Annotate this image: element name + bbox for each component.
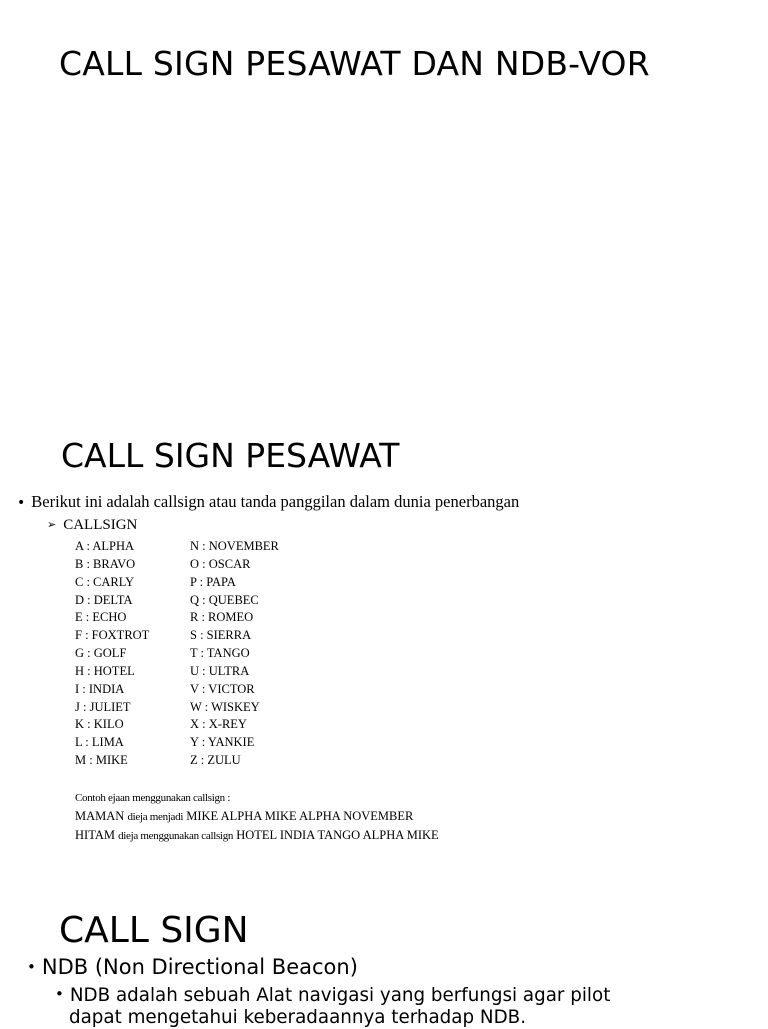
ndb-description-line2: dapat mengetahui keberadaannya terhadap NDB. [69,1007,527,1028]
callsign-subheading-text: CALLSIGN [63,517,138,533]
ndb-bullet-text: NDB (Non Directional Beacon) [41,955,358,979]
callsign-entry: A : ALPHA [75,539,135,553]
callsign-entry: B : BRAVO [75,556,136,571]
callsign-entry: Q : QUEBEC [190,592,259,607]
slide1-title: CALL SIGN PESAWAT DAN NDB-VOR [59,44,650,83]
callsign-entry: Z : ZULU [190,753,241,768]
callsign-entry: U : ULTRA [190,663,250,678]
callsign-entry: C : CARLY [75,574,135,589]
callsign-entry: N : NOVEMBER [190,539,279,553]
callsign-entry: L : LIMA [75,735,124,750]
callsign-entry: S : SIERRA [190,628,252,643]
callsign-entry: M : MIKE [75,753,128,768]
example-hitam [75,826,439,845]
callsign-entry: W : WISKEY [190,699,260,714]
callsign-list-a-to-m [75,538,149,770]
callsign-entry: K : KILO [75,717,124,732]
callsign-entry: F : FOXTROT [75,628,150,643]
example-spelled: HOTEL INDIA TANGO ALPHA MIKE [236,828,439,842]
callsign-list-n-to-z [190,538,279,770]
bullet-dot-icon: • [55,985,64,1003]
callsign-entry: R : ROMEO [190,610,254,625]
bullet-dot-icon: • [17,495,26,511]
callsign-entry: X : X-REY [190,717,247,732]
callsign-entry: D : DELTA [75,592,133,607]
callsign-entry: E : ECHO [75,610,127,625]
callsign-entry: G : GOLF [75,646,127,661]
callsign-entry: H : HOTEL [75,663,135,678]
example-word: HITAM [75,828,115,842]
slide3-title: CALL SIGN [59,910,249,951]
ndb-description-bullet [55,985,675,1029]
callsign-entry: I : INDIA [75,681,125,696]
bullet-dot-icon: • [27,958,36,976]
example-connector: dieja menggunakan callsign [118,830,234,842]
example-connector: dieja menjadi [127,811,184,823]
ndb-description-line1: NDB adalah sebuah Alat navigasi yang berfungsi agar pilot [69,985,611,1006]
callsign-examples [75,788,439,845]
example-word: MAMAN [75,809,125,823]
callsign-subheading [47,517,137,534]
ndb-bullet [27,955,358,979]
example-maman [75,807,439,826]
intro-bullet [17,492,519,512]
callsign-entry: O : OSCAR [190,556,251,571]
intro-bullet-text: Berikut ini adalah callsign atau tanda panggilan dalam dunia penerbangan [31,492,520,511]
callsign-entry: V : VICTOR [190,681,255,696]
example-spelled: MIKE ALPHA MIKE ALPHA NOVEMBER [186,809,414,823]
slide2-title: CALL SIGN PESAWAT [61,436,400,475]
examples-intro: Contoh ejaan menggunakan callsign : [75,792,231,804]
callsign-entry: J : JULIET [75,699,131,714]
callsign-entry: P : PAPA [190,574,236,589]
callsign-entry: T : TANGO [190,646,250,661]
arrowhead-bullet-icon: ➢ [47,519,57,531]
callsign-entry: Y : YANKIE [190,735,255,750]
